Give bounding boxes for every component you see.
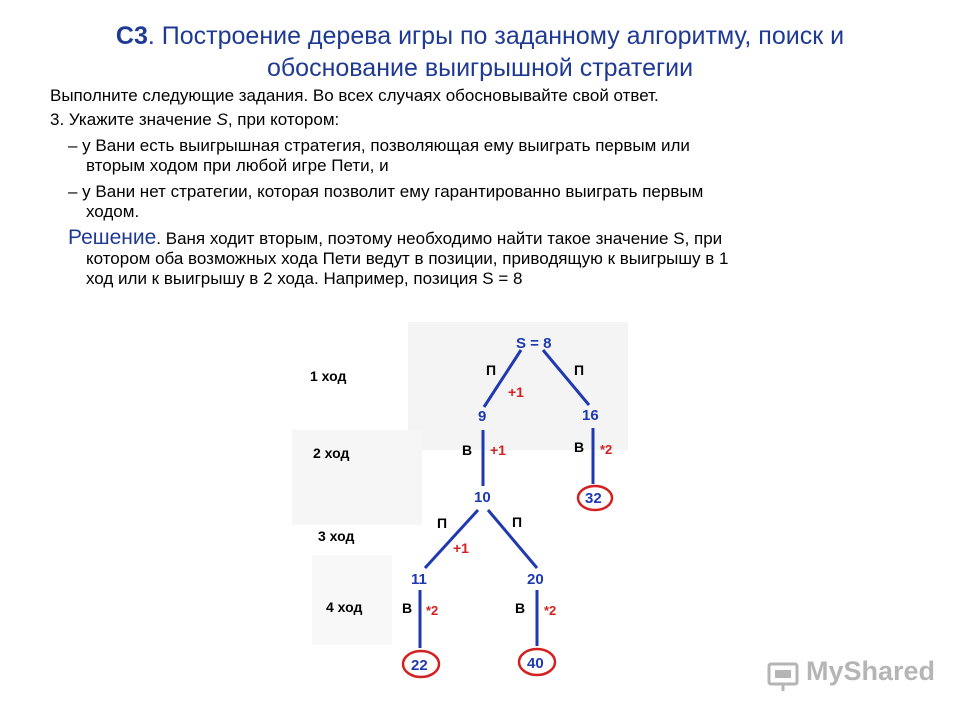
- op-times2-a: *2: [600, 442, 613, 457]
- node-22: 22: [411, 657, 428, 674]
- op-times2-c: *2: [544, 603, 557, 618]
- move-label-1: 1 ход: [310, 368, 347, 384]
- edge-10-11: [425, 510, 478, 568]
- move-label-2: 2 ход: [313, 445, 350, 461]
- player-vanya-4a: В: [402, 600, 413, 616]
- watermark: [766, 656, 936, 696]
- move-label-4: 4 ход: [326, 599, 363, 615]
- op-plus1-a: +1: [508, 384, 524, 400]
- task-prefix: 3. Укажите значение: [50, 110, 217, 129]
- bullet-2-line-1: – у Вани нет стратегии, которая позволит ему гарантированно выиграть первым: [68, 182, 704, 201]
- player-petya-3b: П: [512, 514, 523, 530]
- node-32: 32: [585, 490, 602, 507]
- left-backdrop: [292, 430, 422, 525]
- slide-title-line2: обоснование выигрышной стратегии: [266, 54, 694, 82]
- op-plus1-b: +1: [490, 442, 506, 458]
- node-9: 9: [478, 408, 487, 425]
- op-times2-b: *2: [426, 603, 439, 618]
- node-11: 11: [411, 571, 427, 588]
- player-petya-3a: П: [437, 515, 448, 531]
- watermark-text: MyShared: [806, 656, 936, 686]
- task-code: С3: [115, 22, 148, 50]
- node-20: 20: [527, 571, 544, 588]
- player-petya-1a: П: [486, 362, 497, 378]
- node-40: 40: [527, 655, 544, 672]
- player-vanya-2a: В: [462, 442, 473, 458]
- solution-line-1: . Ваня ходит вторым, поэтому необходимо найти такое значение S, при: [156, 229, 723, 248]
- solution-line-2: котором оба возможных хода Пети ведут в позиции, приводящую к выигрышу в 1: [86, 249, 729, 268]
- bullet-2-line-2: ходом.: [86, 202, 140, 221]
- player-vanya-2b: В: [574, 439, 585, 455]
- presentation-icon: [766, 658, 802, 694]
- title-text: . Построение дерева игры по заданному алгоритму, поиск и: [147, 22, 845, 50]
- player-vanya-4b: В: [515, 600, 526, 616]
- node-10: 10: [474, 489, 491, 506]
- intro-text: Выполните следующие задания. Во всех случаях обосновывайте свой ответ.: [50, 86, 659, 105]
- node-16: 16: [582, 407, 599, 424]
- solution-label: Решение: [68, 226, 157, 249]
- task-suffix: , при котором:: [227, 110, 340, 129]
- task-variable: S: [216, 110, 228, 129]
- solution-line-3: ход или к выигрышу в 2 хода. Например, позиция S = 8: [86, 269, 523, 288]
- bullet-1-line-1: – у Вани есть выигрышная стратегия, позволяющая ему выиграть первым или: [68, 136, 690, 155]
- bullet-1-line-2: вторым ходом при любой игре Пети, и: [86, 156, 389, 175]
- move-label-3: 3 ход: [318, 528, 355, 544]
- node-root: S = 8: [516, 335, 552, 352]
- player-petya-1b: П: [574, 362, 585, 378]
- op-plus1-c: +1: [453, 540, 469, 556]
